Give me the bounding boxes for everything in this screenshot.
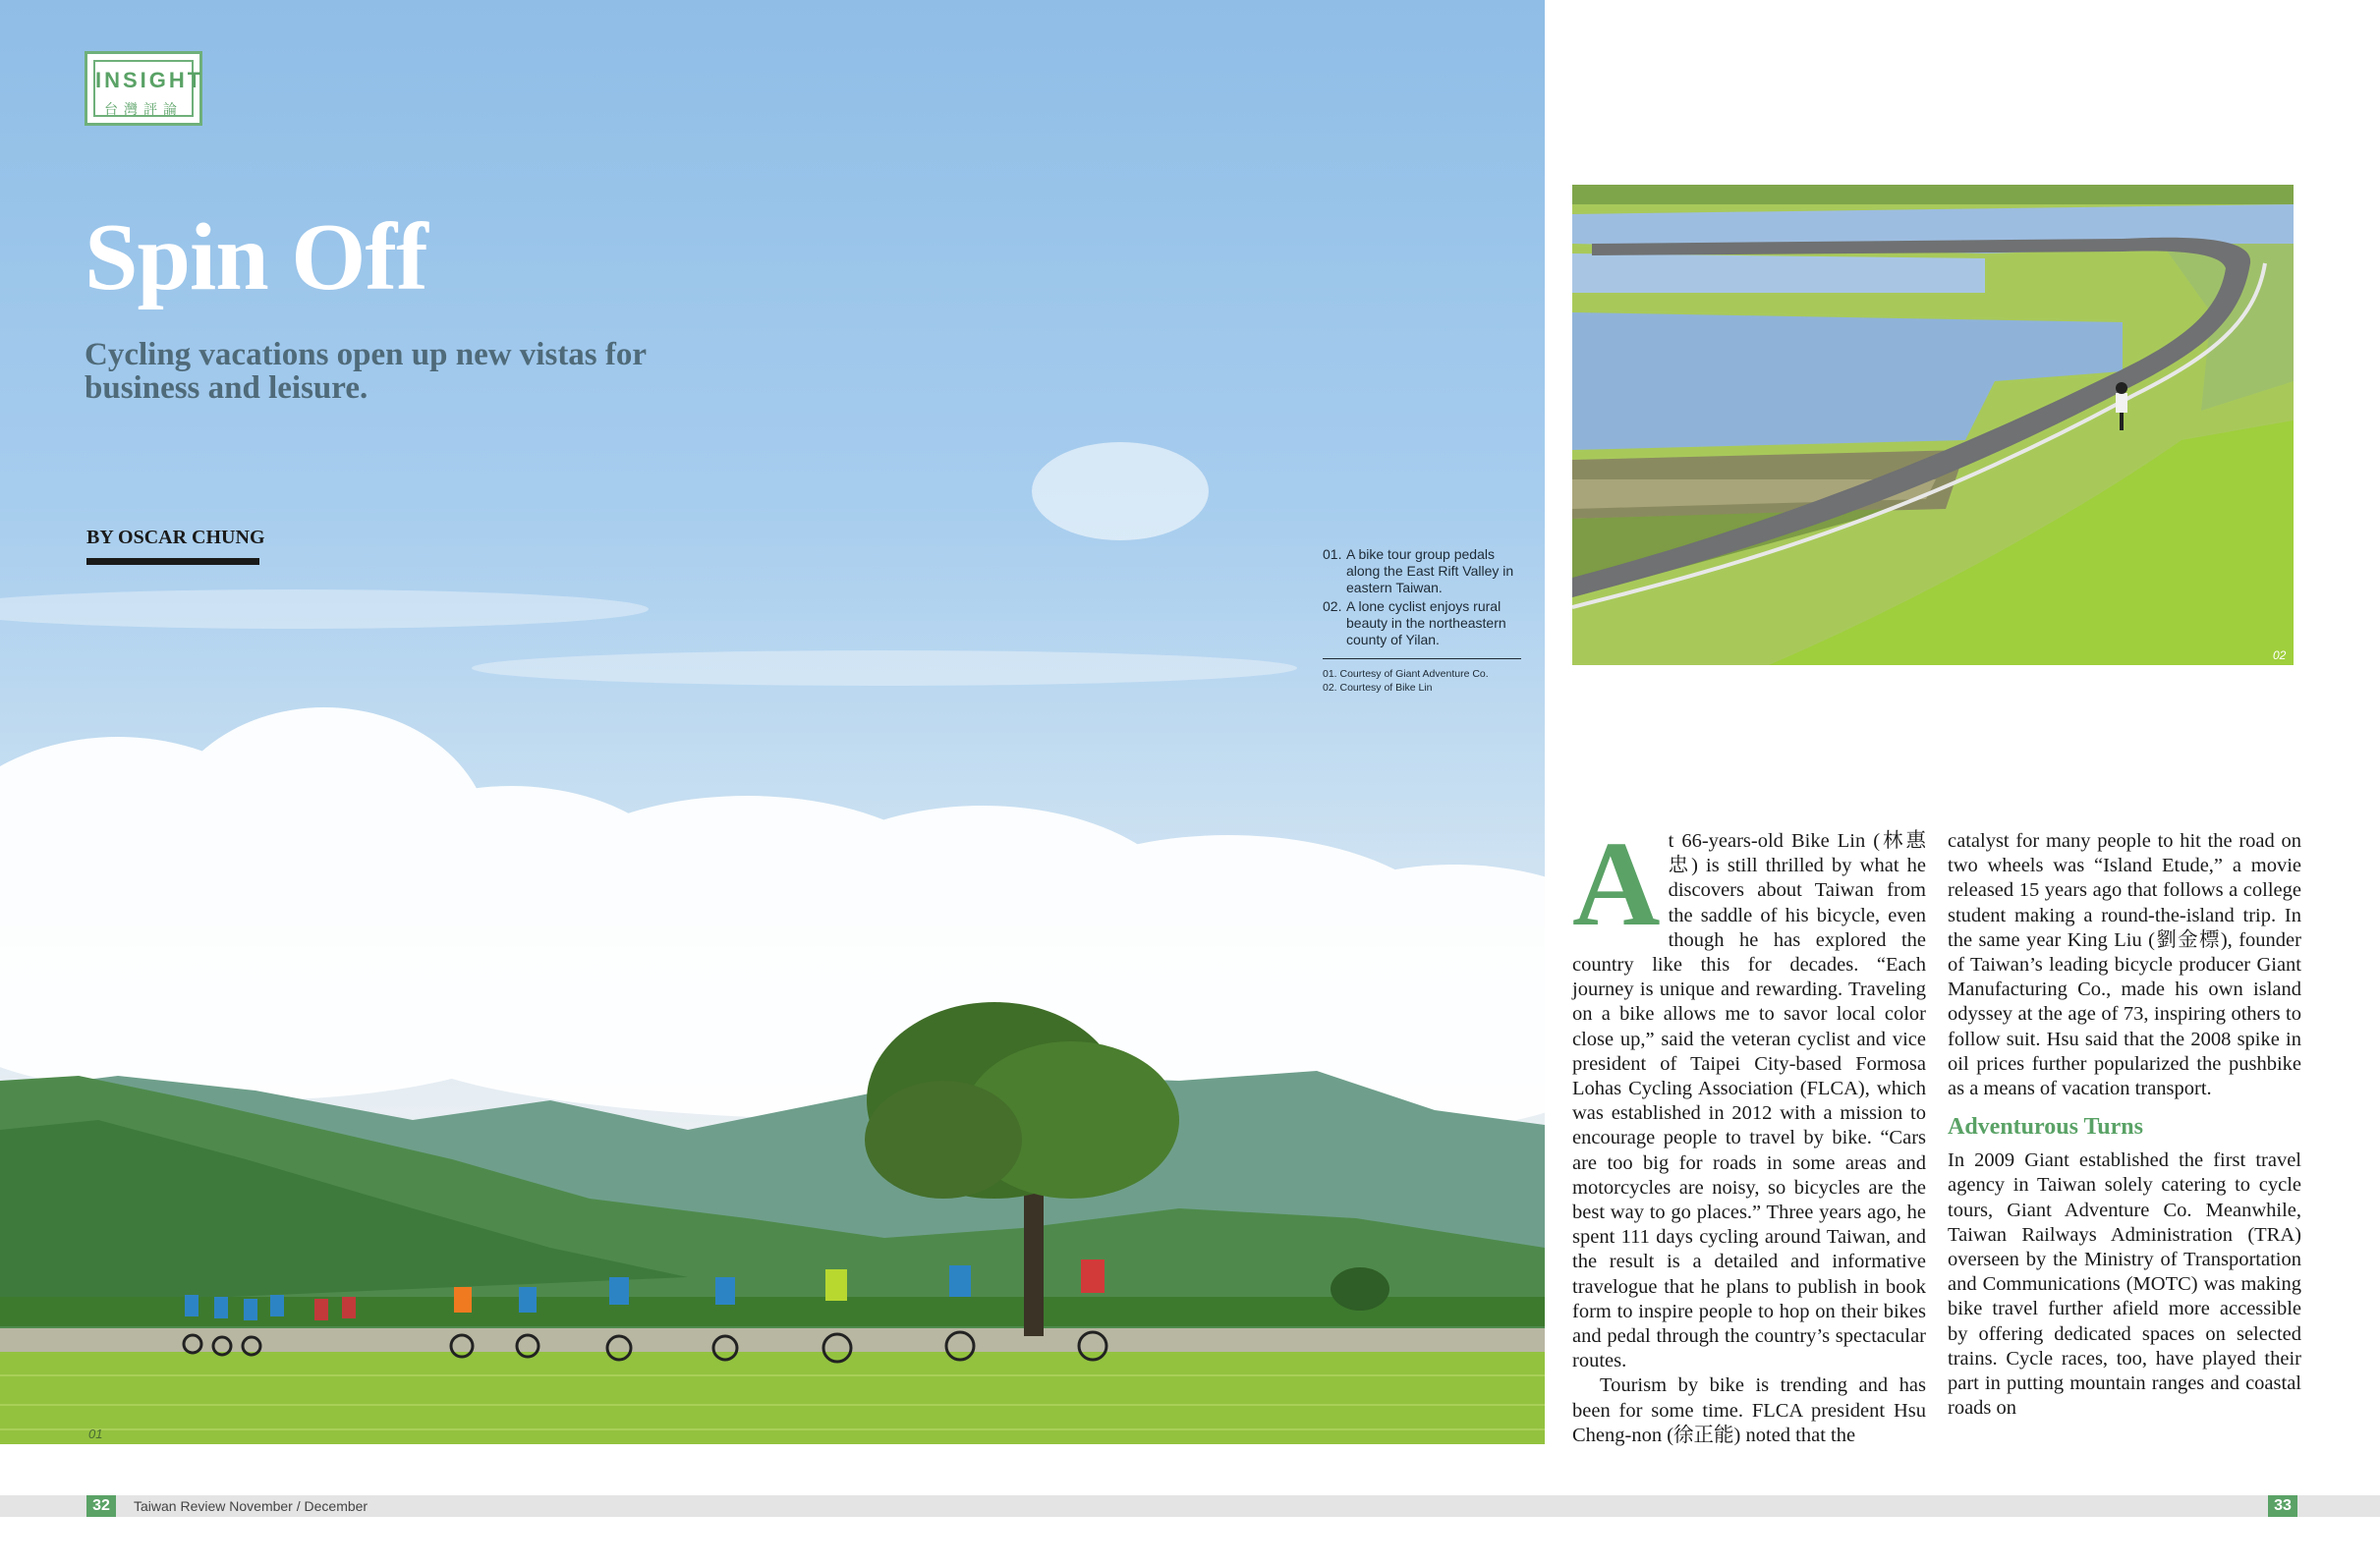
publication-name: Taiwan Review November / December — [134, 1498, 368, 1514]
caption-item — [1323, 546, 1523, 596]
insight-logo — [85, 51, 202, 126]
insight-logo-word: INSIGHT — [95, 68, 204, 92]
photo-number-label: 01 — [88, 1427, 103, 1441]
caption-divider — [1323, 658, 1521, 659]
body-text: t 66-years-old Bike Lin (林惠忠) is still thrilled by what he discovers about Taiwan from the saddle of his bicycle, even though he has explored the country like this for decades. “Each journey is unique and rewarding. Traveling on a bike allows me to savor local color close up,” said the veteran cyclist and vice president of Taipei City-based Formosa Lohas Cycling Association (FLCA), which was established in 2012 with a mission to encourage people to travel by bike. “Cars are too big for roads in some areas and motorcycles are noisy, so bicycles are the best way to go places.” Three years ago, he spent 111 days cycling around Taiwan, and the result is a detailed and informative travelogue that he plans to publish in book form to inspire people to hop on their bikes and pedal through the country’s spectacular routes. — [1572, 830, 1926, 1372]
photo-captions — [1323, 546, 1523, 695]
caption-text: A lone cyclist enjoys rural beauty in the northeastern county of Yilan. — [1346, 598, 1506, 647]
caption-number: 01. — [1323, 546, 1342, 562]
photo-number-label: 02 — [2273, 648, 2287, 662]
byline-rule — [86, 558, 259, 565]
page-number-right: 33 — [2268, 1495, 2297, 1517]
body-column-1 — [1572, 816, 1926, 1448]
article-subtitle: Cycling vacations open up new vistas for business and leisure. — [85, 337, 647, 406]
caption-text: A bike tour group pedals along the East Rift Valley in eastern Taiwan. — [1346, 546, 1514, 595]
photo-credit: 02. Courtesy of Bike Lin — [1323, 682, 1433, 694]
byline: BY OSCAR CHUNG — [86, 527, 265, 548]
photo-yilan-bike-path — [1572, 185, 2294, 665]
insight-logo-chinese: 台灣評論 — [104, 102, 183, 118]
body-paragraph: catalyst for many people to hit the road on two wheels was “Island Etude,” a movie released 15 years ago that follows a college student making a round-the-island trip. In the same year King Liu (劉金標), founder of Taiwan’s leading bicycle producer Giant Manufacturing Co., made his own island odyssey at the age of 73, inspiring others to follow suit. Hsu said that the 2008 spike in oil prices further popularized the pushbike as a means of vacation transport. — [1948, 830, 2301, 1100]
body-paragraph — [1572, 816, 1926, 1373]
body-column-2 — [1948, 829, 2301, 1421]
page-number-left: 32 — [86, 1495, 116, 1517]
drop-cap: A — [1572, 816, 1661, 951]
caption-item — [1323, 598, 1523, 648]
section-heading: Adventurous Turns — [1948, 1114, 2143, 1141]
body-paragraph: In 2009 Giant established the first travel agency in Taiwan solely catering to cycle tours, Giant Adventure Co. Meanwhile, Taiwan Railways Administration (TRA) overseen by the Ministry of Transportation and Communications (MOTC) was making bike travel further afield more accessible by offering dedicated spaces on selected trains. Cycle races, too, have played their part in putting mountain ranges and coastal roads on — [1948, 1149, 2301, 1420]
article-title: Spin Off — [85, 204, 427, 310]
caption-number: 02. — [1323, 598, 1342, 614]
body-paragraph: Tourism by bike is trending and has been for some time. FLCA president Hsu Cheng-non (徐正能) noted that the — [1572, 1374, 1926, 1446]
photo-credit: 01. Courtesy of Giant Adventure Co. — [1323, 668, 1489, 680]
